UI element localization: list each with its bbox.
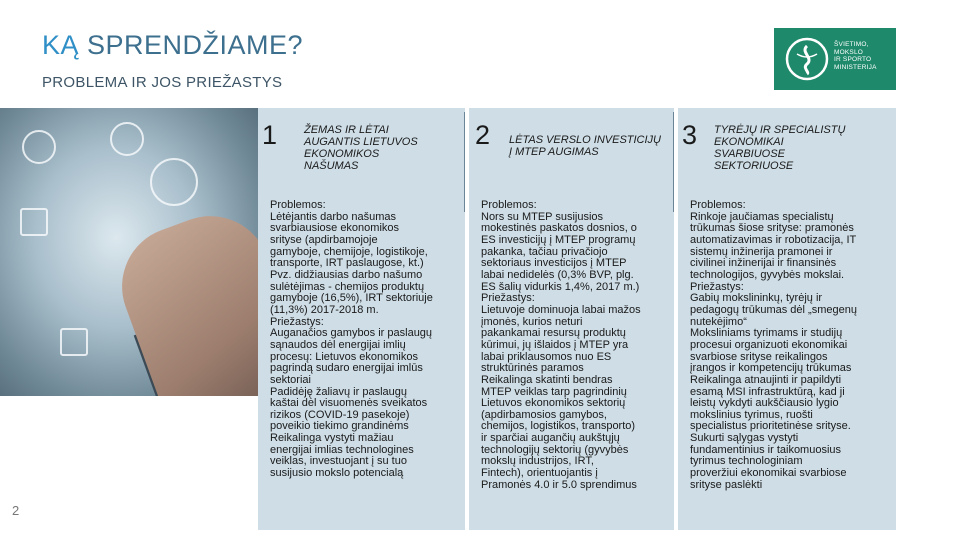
- column-heading: [509, 134, 661, 158]
- column-number: 1: [262, 120, 278, 150]
- body-line: Lietuvos ekonomikos sektorių: [481, 397, 626, 410]
- body-line: Pramonės 4.0 ir 5.0 sprendimus: [481, 478, 637, 491]
- document-icon: [20, 208, 48, 236]
- body-line: chemijos, logistikos, transporto): [481, 420, 636, 433]
- body-line: Problemos:: [690, 199, 746, 211]
- body-line: Auganačios gamybos ir paslaugų: [270, 327, 433, 340]
- column-heading: [714, 124, 845, 172]
- body-line: proveržiui ekonomikai svarbiose: [690, 467, 847, 480]
- body-line: energijai imlias technologines: [270, 443, 414, 456]
- column-body: [481, 200, 666, 491]
- body-line: leistų vykdyti aukščiausio lygio: [690, 397, 839, 410]
- body-line: svarbiausiose ekonomikos: [270, 222, 400, 235]
- body-line: veiklas, investuojant į su tuo: [270, 455, 407, 468]
- column-number: 3: [682, 120, 698, 150]
- title-accent: KĄ: [42, 30, 80, 60]
- body-line: svarbiose srityse reikalingos: [690, 350, 828, 363]
- heading-line: SVARBIUOSE: [714, 148, 785, 160]
- body-line: ir sparčiai augančių aukštųjų: [481, 432, 620, 445]
- body-line: ES šalių vidurkis 1,4%, 2017 m.): [481, 280, 640, 293]
- problem-column-3: [678, 108, 896, 530]
- body-line: sistemų inžinerija pramonei ir: [690, 245, 833, 258]
- body-line: labai priklausomos nuo ES: [481, 350, 612, 363]
- body-line: civilinei inžinerijai ir finansinės: [690, 257, 837, 270]
- body-line: Pvz. didžiausias darbo našumo: [270, 268, 423, 281]
- ministry-emblem-icon: [782, 34, 832, 84]
- body-line: Lėtėjantis darbo našumas: [270, 210, 396, 223]
- body-line: procesui organizuoti ekonomikai: [690, 338, 848, 351]
- heading-line: ŽEMAS IR LĖTAI: [304, 124, 389, 136]
- heading-line: AUGANTIS LIETUVOS: [304, 136, 418, 148]
- heading-line: NAŠUMAS: [304, 160, 359, 172]
- title-rest: SPRENDŽIAME?: [79, 30, 304, 60]
- body-line: Reikalinga skatinti bendras: [481, 373, 613, 386]
- person-icon: [22, 130, 56, 164]
- problem-column-2: [469, 108, 674, 530]
- heading-line: Į MTEP AUGIMAS: [509, 146, 599, 158]
- heading-line: EKONOMIKOS: [304, 148, 380, 160]
- body-line: nutekėjimo“: [690, 315, 747, 328]
- body-line: įrangos ir kompetencijų trūkumas: [690, 362, 852, 375]
- body-line: Nors su MTEP susijusios: [481, 210, 604, 223]
- body-line: (apdirbamosios gamybos,: [481, 408, 607, 421]
- body-line: Sukurti sąlygas vystyti: [690, 432, 799, 445]
- body-line: trūkumas šiose srityse: pramonės: [690, 222, 854, 235]
- body-line: automatizavimas ir robotizacija, IT: [690, 233, 857, 246]
- column-head: [678, 108, 896, 194]
- column-number: 2: [475, 120, 491, 150]
- body-line: Padidėję žaliavų ir paslaugų: [270, 385, 407, 398]
- body-line: technologijų sektorių (gyvybės: [481, 443, 629, 456]
- body-line: sektoriai: [270, 373, 311, 386]
- column-head: [469, 108, 674, 194]
- heading-line: SEKTORIUOSE: [714, 160, 794, 172]
- body-line: Fintech), orientuojantis į: [481, 467, 598, 480]
- column-body: [270, 200, 457, 480]
- body-line: MTEP veiklas tarp pagrindinių: [481, 385, 627, 398]
- column-body: [690, 200, 888, 491]
- body-line: pakanka, tačiau privačiojo: [481, 245, 608, 258]
- body-line: technologijos, gyvybės mokslai.: [690, 268, 845, 281]
- body-line: specialistus prioritetinėse srityse.: [690, 420, 851, 433]
- body-line: mokslinius tyrimus, ruošti: [690, 408, 813, 421]
- photo-hand: [105, 199, 258, 396]
- body-line: labai nedidelės (0,3% BVP, plg.: [481, 268, 634, 281]
- problem-column-1: [258, 108, 465, 530]
- body-line: gamyboje, chemijoje, logistikoje,: [270, 245, 428, 258]
- body-line: fundamentinius ir taikomuosius: [690, 443, 842, 456]
- body-line: srityse (apdirbamojoje: [270, 233, 378, 246]
- body-line: poveikio tiekimo grandinėms: [270, 420, 409, 433]
- body-line: sulėtėjimas - chemijos produktų: [270, 280, 425, 293]
- body-line: kūrimui, jų išlaidos į MTEP yra: [481, 338, 629, 351]
- chart-icon: [60, 328, 88, 356]
- body-line: gamyboje (16,5%), IRT sektoriuje: [270, 292, 433, 305]
- logo-line: ŠVIETIMO,: [834, 41, 869, 48]
- body-line: Rinkoje jaučiamas specialistų: [690, 210, 834, 223]
- body-line: sąnaudos dėl energijai imlių: [270, 338, 406, 351]
- page-title: [42, 30, 303, 61]
- body-line: Problemos:: [270, 199, 326, 211]
- hero-photo: [0, 108, 258, 396]
- body-line: ES investicijų į MTEP programų: [481, 233, 636, 246]
- column-heading: [304, 124, 418, 172]
- body-line: Problemos:: [481, 199, 537, 211]
- column-divider: [673, 112, 674, 212]
- body-line: Priežastys:: [690, 280, 744, 293]
- body-line: susijusio mokslo potencialą: [270, 467, 404, 480]
- column-head: [258, 108, 465, 194]
- body-line: mokestinės paskatos dosnios, o: [481, 222, 637, 235]
- body-line: tyrimus technologiniam: [690, 455, 803, 468]
- body-line: Moksliniams tyrimams ir studijų: [690, 327, 843, 340]
- body-line: pakankamai resursų produktų: [481, 327, 626, 340]
- body-line: kaštai dėl visuomenės sveikatos: [270, 397, 428, 410]
- column-divider: [464, 112, 465, 212]
- body-line: pagrindą sudaro energijai imlūs: [270, 362, 423, 375]
- gear-icon: [150, 158, 198, 206]
- logo-text: [834, 41, 877, 71]
- logo-line: IR SPORTO: [834, 56, 872, 63]
- person-icon: [110, 122, 144, 156]
- logo-line: MINISTERIJA: [834, 63, 877, 71]
- heading-line: LĖTAS VERSLO INVESTICIJŲ: [509, 134, 662, 146]
- ministry-logo: [774, 28, 896, 90]
- body-line: struktūrinės paramos: [481, 362, 584, 375]
- body-line: Reikalinga vystyti mažiau: [270, 432, 394, 445]
- body-line: Priežastys:: [270, 315, 324, 328]
- body-line: srityse paslėkti: [690, 478, 763, 491]
- page-number: 2: [12, 503, 20, 518]
- body-line: esamą MSI infrastruktūrą, kad ji: [690, 385, 845, 398]
- body-line: transporte, IRT paslaugose, kt.): [270, 257, 424, 270]
- body-line: Lietuvoje dominuoja labai mažos: [481, 303, 641, 316]
- body-line: pedagogų trūkumas dėl „smegenų: [690, 303, 857, 316]
- body-line: procesų: Lietuvos ekonomikos: [270, 350, 418, 363]
- body-line: sektoriaus investicijos į MTEP: [481, 257, 627, 270]
- body-line: rizikos (COVID-19 pasekoje): [270, 408, 410, 421]
- body-line: įmonės, kurios neturi: [481, 315, 583, 328]
- logo-line: MOKSLO: [834, 48, 864, 56]
- heading-line: EKONOMIKAI: [714, 136, 784, 148]
- body-line: Gabių mokslininkų, tyrėjų ir: [690, 292, 823, 305]
- page-subtitle: PROBLEMA IR JOS PRIEŽASTYS: [42, 74, 283, 91]
- heading-line: TYRĖJŲ IR SPECIALISTŲ: [714, 124, 846, 136]
- body-line: Reikalinga atnaujinti ir papildyti: [690, 373, 842, 386]
- body-line: (11,3%) 2017-2018 m.: [270, 303, 379, 316]
- body-line: Priežastys:: [481, 292, 535, 305]
- body-line: mokslų industrijos, IRT,: [481, 455, 594, 468]
